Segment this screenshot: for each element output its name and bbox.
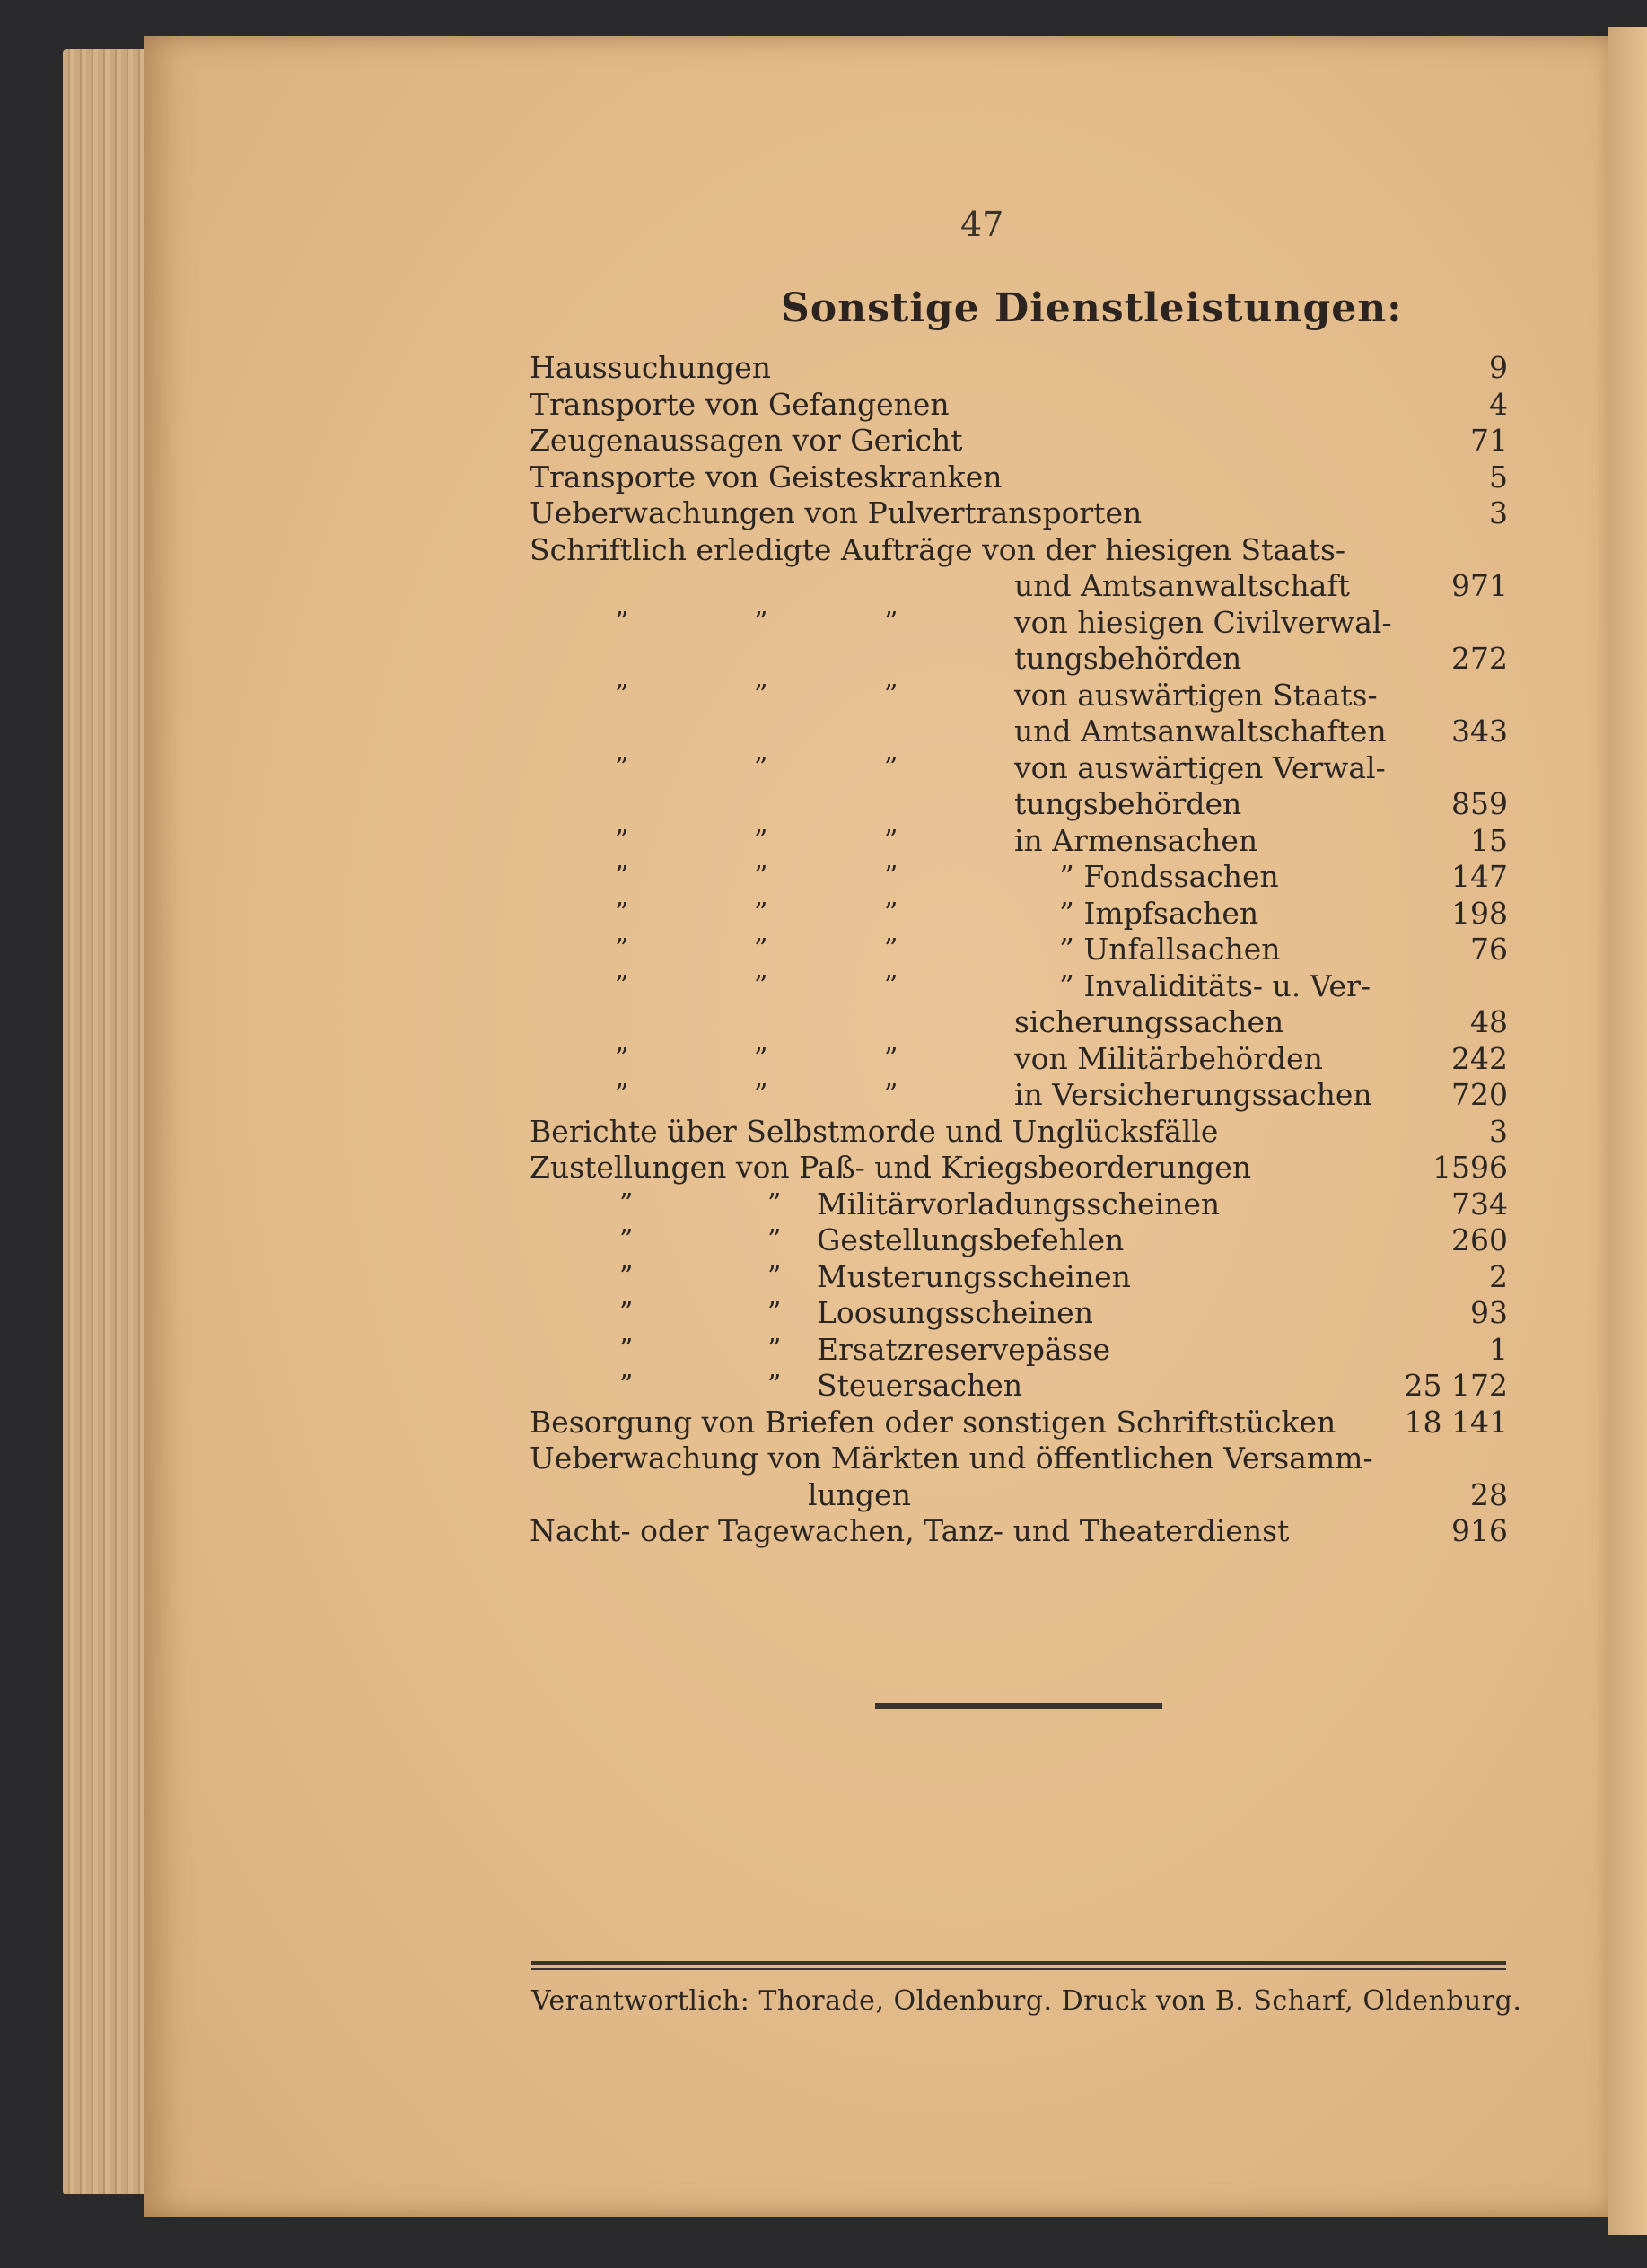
row-value: 198 <box>1451 895 1508 931</box>
row-label: Berichte über Selbstmorde und Unglücksfälle <box>530 1113 1219 1149</box>
table-row <box>530 1004 1508 1041</box>
ditto-mark: ” <box>884 679 898 711</box>
row-value: 971 <box>1451 568 1508 603</box>
table-row <box>530 823 1508 860</box>
table-row <box>530 1513 1508 1550</box>
ditto-mark: ” <box>767 1224 782 1256</box>
ditto-mark: ” <box>884 933 898 965</box>
row-label: Zeugenaussagen vor Gericht <box>530 423 963 458</box>
row-label: tungsbehörden <box>1014 641 1242 676</box>
row-label: ” Fondssachen <box>1059 859 1279 894</box>
row-label: Besorgung von Briefen oder sonstigen Schriftstücken <box>530 1404 1336 1440</box>
row-label: ” Invaliditäts- u. Ver- <box>1059 968 1371 1003</box>
ditto-mark: ” <box>615 824 629 856</box>
ditto-mark: ” <box>884 969 898 1002</box>
row-value: 76 <box>1470 932 1508 967</box>
table-row <box>530 1114 1508 1151</box>
table-row <box>530 1477 1508 1514</box>
table-row <box>530 1332 1508 1369</box>
ditto-mark: ” <box>754 751 768 784</box>
table-row <box>530 786 1508 823</box>
table-row <box>530 678 1508 714</box>
row-label: und Amtsanwaltschaften <box>1014 714 1387 749</box>
ditto-mark: ” <box>767 1260 782 1292</box>
row-label: Transporte von Geisteskranken <box>530 459 1003 495</box>
ditto-mark: ” <box>884 824 898 856</box>
ditto-mark: ” <box>615 751 629 784</box>
ditto-mark: ” <box>884 1042 898 1074</box>
section-heading: Sonstige Dienstleistungen: <box>781 285 1403 331</box>
row-label: ” Impfsachen <box>1059 895 1259 931</box>
row-label: und Amtsanwaltschaft <box>1014 568 1350 603</box>
row-value: 272 <box>1451 641 1508 676</box>
ditto-mark: ” <box>884 606 898 638</box>
row-value: 242 <box>1451 1040 1508 1076</box>
row-value: 1 <box>1489 1331 1508 1367</box>
row-label: von auswärtigen Verwal- <box>1014 749 1386 785</box>
table-row <box>530 714 1508 750</box>
row-value: 734 <box>1451 1186 1508 1222</box>
table-row <box>530 1077 1508 1114</box>
table-row <box>530 1187 1508 1223</box>
row-label: Haussuchungen <box>530 350 771 385</box>
ditto-mark: ” <box>754 606 768 638</box>
ditto-mark: ” <box>615 861 629 892</box>
ditto-mark: ” <box>615 969 629 1002</box>
row-value: 15 <box>1470 822 1508 858</box>
row-label: Zustellungen von Paß- und Kriegsbeorderungen <box>530 1150 1252 1185</box>
row-label: sicherungssachen <box>1014 1004 1284 1039</box>
row-label: Steuersachen <box>817 1368 1023 1403</box>
row-label: in Versicherungssachen <box>1014 1077 1372 1112</box>
table-row <box>530 641 1508 678</box>
row-value: 5 <box>1489 459 1508 495</box>
table-row <box>530 460 1508 496</box>
ditto-mark: ” <box>619 1297 634 1328</box>
ditto-mark: ” <box>619 1333 634 1365</box>
row-value: 28 <box>1470 1476 1508 1512</box>
ditto-mark: ” <box>754 897 768 929</box>
row-label: tungsbehörden <box>1014 786 1242 821</box>
row-label: von auswärtigen Staats- <box>1014 677 1378 713</box>
footer-rule-thin <box>531 1968 1506 1970</box>
table-row <box>530 1150 1508 1187</box>
row-value: 4 <box>1489 386 1508 422</box>
table-row <box>530 1295 1508 1332</box>
ditto-mark: ” <box>884 897 898 929</box>
row-value: 260 <box>1451 1222 1508 1257</box>
ditto-mark: ” <box>615 1079 629 1110</box>
ditto-mark: ” <box>767 1297 782 1328</box>
ditto-mark: ” <box>884 1079 898 1110</box>
ditto-mark: ” <box>615 606 629 638</box>
ditto-mark: ” <box>615 679 629 711</box>
row-label: Ueberwachungen von Pulvertransporten <box>530 495 1143 530</box>
row-label: in Armensachen <box>1014 822 1258 858</box>
ditto-mark: ” <box>615 1042 629 1074</box>
table-row <box>530 568 1508 605</box>
table-row <box>530 932 1508 968</box>
ditto-mark: ” <box>615 897 629 929</box>
table-row <box>530 896 1508 933</box>
row-value: 25 172 <box>1404 1368 1508 1403</box>
ditto-mark: ” <box>754 861 768 892</box>
table-row <box>530 1405 1508 1441</box>
row-label: Ersatzreservepässe <box>817 1331 1111 1367</box>
table-row <box>530 1368 1508 1405</box>
row-value: 916 <box>1451 1513 1508 1548</box>
table-row <box>530 495 1508 532</box>
row-value: 18 141 <box>1404 1404 1508 1440</box>
row-label: Militärvorladungsscheinen <box>817 1186 1221 1222</box>
row-label: Musterungsscheinen <box>817 1258 1131 1294</box>
row-label: ” Unfallsachen <box>1059 932 1281 967</box>
ditto-mark: ” <box>754 969 768 1002</box>
table-row <box>530 423 1508 460</box>
row-label: Nacht- oder Tagewachen, Tanz- und Theaterdienst <box>530 1513 1290 1548</box>
ditto-mark: ” <box>884 751 898 784</box>
ditto-mark: ” <box>619 1224 634 1256</box>
row-value: 2 <box>1489 1258 1508 1294</box>
imprint-footer: Verantwortlich: Thorade, Oldenburg. Druck von B. Scharf, Oldenburg. <box>531 1985 1522 2017</box>
row-value: 71 <box>1470 423 1508 458</box>
row-label: lungen <box>808 1476 911 1512</box>
facing-page-edge <box>1608 27 1647 2235</box>
ditto-mark: ” <box>754 824 768 856</box>
row-value: 859 <box>1451 786 1508 821</box>
table-row <box>530 1041 1508 1078</box>
row-value: 3 <box>1489 495 1508 530</box>
row-value: 343 <box>1451 714 1508 749</box>
row-label: von Militärbehörden <box>1014 1040 1323 1076</box>
row-value: 720 <box>1451 1077 1508 1112</box>
ditto-mark: ” <box>754 1079 768 1110</box>
row-value: 147 <box>1451 859 1508 894</box>
row-value: 93 <box>1470 1295 1508 1330</box>
table-row <box>530 387 1508 424</box>
ditto-mark: ” <box>767 1370 782 1401</box>
row-label: von hiesigen Civilverwal- <box>1014 604 1392 640</box>
table-row <box>530 968 1508 1005</box>
ditto-mark: ” <box>884 861 898 892</box>
row-label: Transporte von Gefangenen <box>530 386 950 422</box>
row-label: Loosungsscheinen <box>817 1295 1093 1330</box>
ditto-mark: ” <box>767 1187 782 1220</box>
table-row <box>530 1259 1508 1296</box>
row-value: 3 <box>1489 1113 1508 1149</box>
row-value: 9 <box>1489 350 1508 385</box>
ditto-mark: ” <box>615 933 629 965</box>
services-table <box>530 350 1508 1550</box>
table-row <box>530 750 1508 787</box>
ditto-mark: ” <box>619 1260 634 1292</box>
row-value: 1596 <box>1432 1150 1508 1185</box>
row-label: Ueberwachung von Märkten und öffentlichen Versamm- <box>530 1440 1373 1476</box>
row-value: 48 <box>1470 1004 1508 1039</box>
page-number: 47 <box>960 205 1004 244</box>
ditto-mark: ” <box>619 1370 634 1401</box>
footer-rule-thick <box>531 1961 1506 1965</box>
table-row <box>530 1222 1508 1259</box>
ditto-mark: ” <box>619 1187 634 1220</box>
table-row <box>530 859 1508 896</box>
table-row <box>530 605 1508 642</box>
row-label: Schriftlich erledigte Aufträge von der hiesigen Staats- <box>530 531 1346 567</box>
ditto-mark: ” <box>767 1333 782 1365</box>
ditto-mark: ” <box>754 1042 768 1074</box>
ditto-mark: ” <box>754 679 768 711</box>
table-row <box>530 1440 1508 1477</box>
section-divider <box>875 1703 1162 1709</box>
row-label: Gestellungsbefehlen <box>817 1222 1125 1257</box>
table-row <box>530 532 1508 569</box>
ditto-mark: ” <box>754 933 768 965</box>
table-row <box>530 350 1508 387</box>
